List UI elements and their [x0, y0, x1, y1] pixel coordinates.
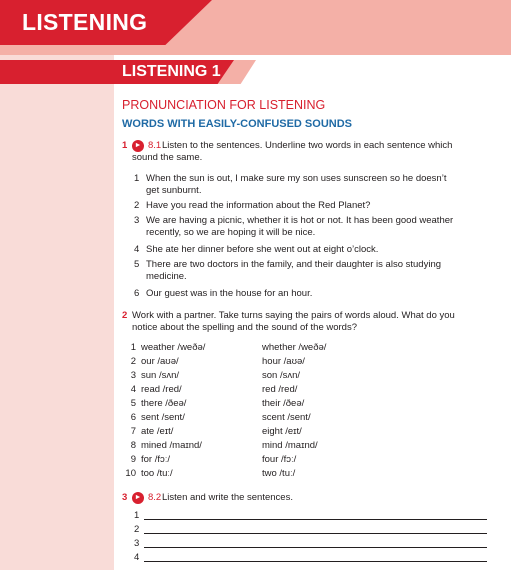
list-item: 3 We are having a picnic, whether it is hot or not. It has been good weather recently, so we are hoping it will be nice. — [134, 215, 454, 238]
speaker-icon[interactable]: ► — [132, 140, 144, 152]
exercise-instruction: Work with a partner. Take turns saying the pairs of words aloud. What do you notice about the spelling and the sound of the words? — [132, 310, 455, 333]
list-item: 5 There are two doctors in the family, and their daughter is also studying medicine. — [134, 259, 442, 282]
list-item: 1 When the sun is out, I make sure my son uses sunscreen so he doesn’t get sunburnt. — [134, 173, 447, 196]
pronunciation-subheading: WORDS WITH EASILY-CONFUSED SOUNDS — [122, 118, 352, 130]
list-item: 4 She ate her dinner before she went out at eight o’clock. — [134, 244, 379, 255]
exercise-instruction: Listen to the sentences. Underline two words in each sentence which sound the same. — [132, 140, 453, 163]
exercise-number: 3 — [122, 492, 128, 503]
list-item: 6 Our guest was in the house for an hour. — [134, 288, 313, 299]
audio-track-number: 8.1 — [148, 140, 162, 151]
exercise-2 — [122, 310, 467, 334]
lesson-title: LISTENING 1 — [122, 63, 221, 80]
speaker-icon[interactable]: ► — [132, 492, 144, 504]
pronunciation-heading: PRONUNCIATION FOR LISTENING — [122, 98, 326, 112]
audio-track-number: 8.2 — [148, 492, 162, 503]
exercise-1 — [122, 140, 467, 164]
section-title: LISTENING — [22, 9, 148, 35]
list-item: 2 Have you read the information about the Red Planet? — [134, 200, 371, 211]
exercise-instruction: Listen and write the sentences. — [162, 492, 293, 503]
exercise-number: 1 — [122, 140, 128, 151]
exercise-3 — [122, 492, 467, 504]
page-margin-strip — [0, 0, 114, 570]
exercise-number: 2 — [122, 310, 128, 321]
